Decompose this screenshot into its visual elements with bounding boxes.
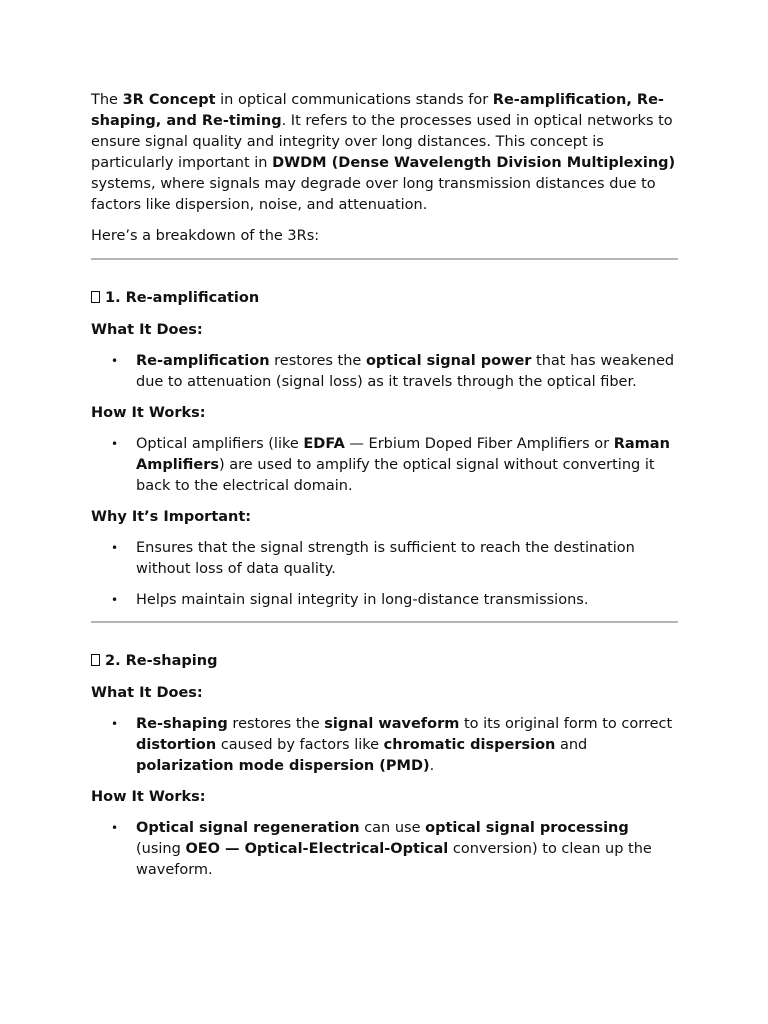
text-run: restores the (227, 716, 325, 732)
text-run: — Erbium Doped Fiber Amplifiers or (344, 436, 614, 452)
bold-text: Re-shaping (136, 716, 228, 732)
section-title: 2. Re-shaping (105, 653, 218, 669)
bold-text: optical signal processing (425, 820, 629, 836)
list-item (91, 714, 678, 777)
bold-text: polarization mode dispersion (PMD) (136, 758, 430, 774)
intro-paragraph (91, 90, 678, 216)
box-icon (91, 654, 100, 666)
bold-text: OEO — Optical-Electrical-Optical (185, 841, 449, 857)
section-title: 1. Re-amplification (105, 290, 260, 306)
text-run: Ensures that the signal strength is sufficient to reach the destination without loss of data quality. (136, 540, 635, 577)
section-heading (91, 651, 678, 672)
subsection-heading: How It Works: (91, 789, 206, 805)
bullet-list (91, 714, 678, 777)
bullet-list (91, 538, 678, 611)
divider (91, 258, 678, 260)
text-run: . (429, 758, 435, 774)
text-run: The (91, 92, 123, 108)
bold-text: signal waveform (324, 716, 460, 732)
bold-text: Re-amplification, Re-shaping, and Re-timing (91, 92, 664, 129)
text-run: Helps maintain signal integrity in long-distance transmissions. (136, 592, 589, 608)
text-run: conversion) to clean up the waveform. (136, 841, 652, 878)
text-run: and (555, 737, 588, 753)
text-run: can use (359, 820, 426, 836)
list-item (91, 590, 678, 611)
bold-text: Optical signal regeneration (136, 820, 360, 836)
text-run: that has weakened due to attenuation (signal loss) as it travels through the optical fiber. (136, 353, 675, 390)
bold-text: Re-amplification (136, 353, 270, 369)
text-run: ) are used to amplify the optical signal without converting it back to the electrical domain. (136, 457, 655, 494)
bullet-list (91, 818, 678, 881)
section-heading (91, 288, 678, 309)
text-run: in optical communications stands for (215, 92, 493, 108)
list-item (91, 434, 678, 497)
bold-text: 3R Concept (122, 92, 216, 108)
list-item (91, 351, 678, 393)
text-run: (using (136, 841, 186, 857)
text-run: . It refers to the processes used in optical networks to ensure signal quality and integrity over long distances. This concept is particularly important in (91, 113, 673, 171)
subsection-heading: Why It’s Important: (91, 509, 252, 525)
bold-text: distortion (136, 737, 217, 753)
text-run: Optical amplifiers (like (136, 436, 304, 452)
bold-text: EDFA (303, 436, 345, 452)
list-item (91, 818, 678, 881)
breakdown-line: Here’s a breakdown of the 3Rs: (91, 228, 320, 244)
list-item (91, 538, 678, 580)
text-run: to its original form to correct (459, 716, 673, 732)
bold-text: Raman Amplifiers (136, 436, 670, 473)
text-run: restores the (269, 353, 366, 369)
divider (91, 621, 678, 623)
bold-text: chromatic dispersion (383, 737, 556, 753)
subsection-heading: What It Does: (91, 685, 203, 701)
text-run: caused by factors like (216, 737, 384, 753)
sections-container (91, 288, 678, 881)
text-run: systems, where signals may degrade over long transmission distances due to factors like dispersion, noise, and attenuation. (91, 176, 656, 213)
bullet-list (91, 351, 678, 393)
bold-text: DWDM (Dense Wavelength Division Multiplexing) (272, 155, 676, 171)
box-icon (91, 291, 100, 303)
bullet-list (91, 434, 678, 497)
subsection-heading: How It Works: (91, 405, 206, 421)
subsection-heading: What It Does: (91, 322, 203, 338)
bold-text: optical signal power (365, 353, 532, 369)
